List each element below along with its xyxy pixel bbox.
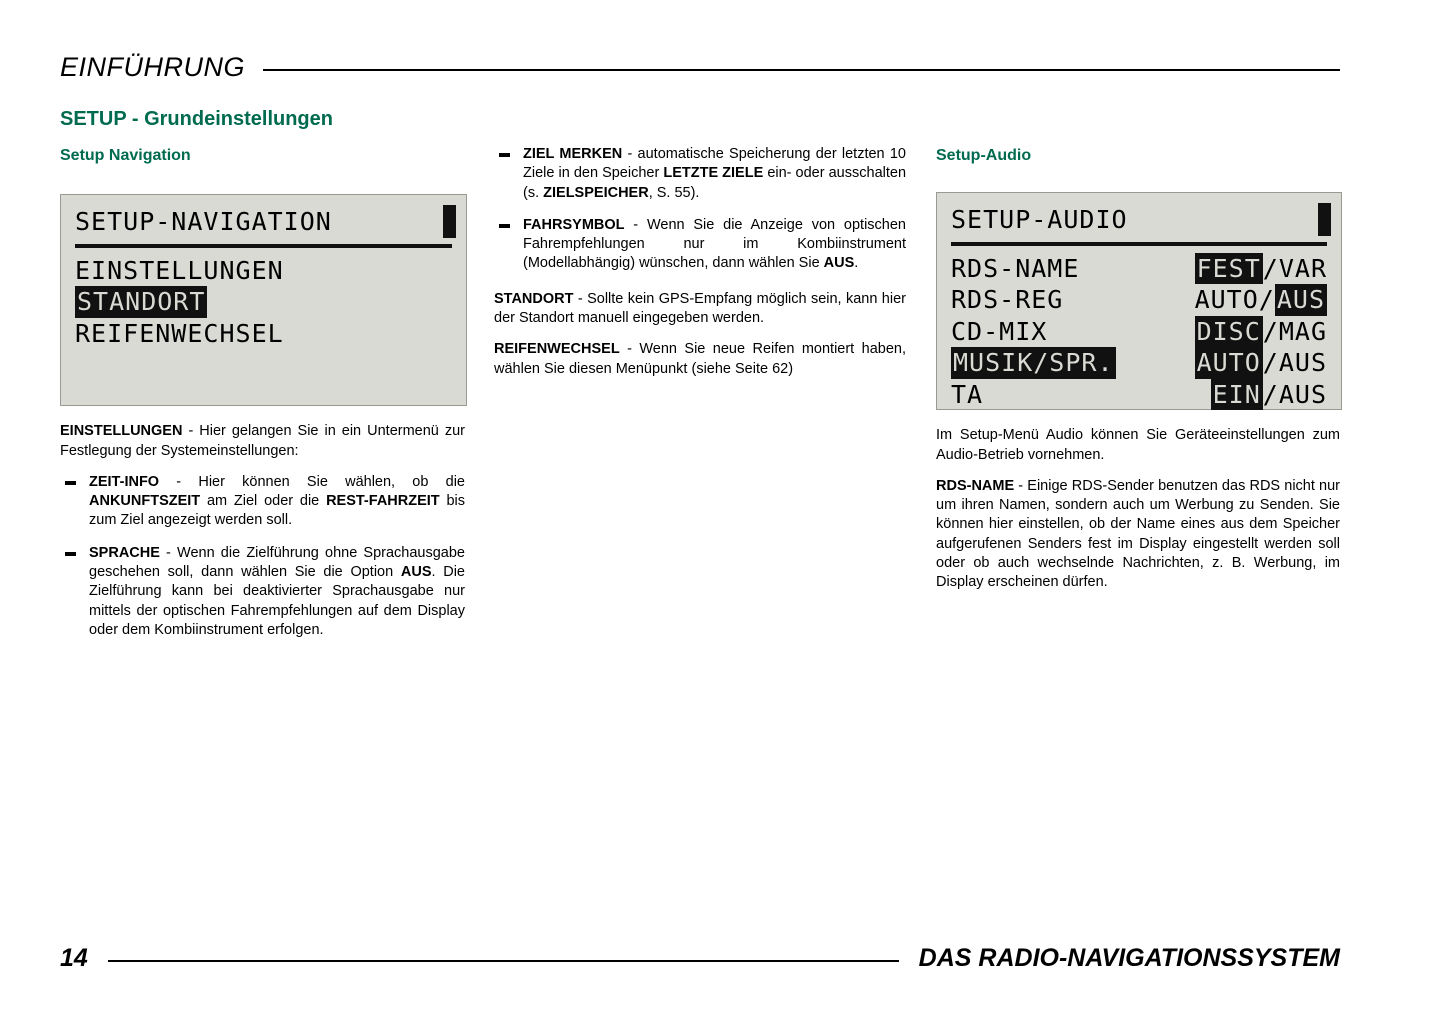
- paragraph-einstellungen: [60, 422, 465, 461]
- display-setting-option-right[interactable]: AUS: [1278, 348, 1327, 378]
- body-text: Im Setup-Menü Audio können Sie Geräteeinstellungen zum Audio-Betrieb vornehmen.: [936, 427, 1340, 463]
- header-rule: [263, 69, 1340, 71]
- body-text: ein- oder ausschalten (s.: [523, 165, 907, 201]
- display-setting-label: CD-MIX: [951, 316, 1048, 346]
- header-title: EINFÜHRUNG: [60, 52, 245, 82]
- body-text: - Hier können Sie wählen, ob die: [159, 473, 465, 490]
- body-text: - Wenn die Zielführung ohne Sprachausgabe geschehen soll, dann wählen Sie die Option: [89, 544, 465, 580]
- column-middle: [494, 145, 906, 391]
- body-text: bis zum Ziel angezeigt werden soll.: [89, 493, 465, 529]
- emphasis-text: LETZTE ZIELE: [663, 165, 764, 182]
- display-setting-option-left[interactable]: FEST: [1196, 253, 1261, 283]
- page-footer: [60, 944, 1340, 973]
- display-setting-separator: /: [1258, 285, 1275, 315]
- display-setting-row[interactable]: [951, 253, 1327, 285]
- display-setting-separator: /: [1262, 348, 1279, 378]
- subtitle-setup-navigation: Setup Navigation: [60, 147, 191, 164]
- display-menu-item[interactable]: [75, 318, 452, 350]
- emphasis-text: REST-FAHRZEIT: [326, 493, 440, 510]
- display-setting-option-right[interactable]: AUS: [1276, 285, 1325, 315]
- display-title-audio: SETUP-AUDIO: [951, 205, 1128, 235]
- display-title-row: [61, 195, 466, 238]
- display-setting-option-left[interactable]: AUTO: [1196, 348, 1261, 378]
- display-setup-audio: [936, 192, 1342, 410]
- body-text: - Einige RDS-Sender benutzen das RDS nicht nur um ihren Namen, sondern auch um Werbung zu Senden. Sie können hier einstellen, ob der Name eines aus dem Speicher aufgerufenen Senders fest im Display eingestellt werden soll oder ob auch wechselnde Nachrichten, z. B. Werbung, im Display erscheinen dürfen.: [936, 477, 1340, 591]
- display-title: SETUP-NAVIGATION: [75, 207, 332, 237]
- display-settings-list: [937, 246, 1341, 411]
- emphasis-text: REIFENWECHSEL: [494, 341, 620, 358]
- emphasis-text: AUS: [400, 563, 432, 580]
- term-einstellungen: EINSTELLUNGEN: [60, 423, 183, 440]
- emphasis-text: ZIEL MERKEN: [523, 146, 623, 162]
- paragraphs-right: [936, 426, 1340, 592]
- body-text: . Die Zielführung kann bei deaktivierter Sprachausgabe nur mittels der optischen Fahrempfehlungen auf dem Display oder dem Kombiinstrument erfolgen.: [89, 563, 465, 638]
- display-setting-separator: /: [1262, 253, 1279, 283]
- emphasis-text: ANKUNFTSZEIT: [89, 493, 201, 510]
- paragraph: [494, 290, 906, 329]
- paragraphs-middle: [494, 290, 906, 379]
- display-scrollbar: [443, 205, 456, 238]
- subtitle-setup-audio: Setup-Audio: [936, 147, 1032, 164]
- display-setting-label: RDS-NAME: [951, 253, 1080, 283]
- display-setting-option-left[interactable]: DISC: [1196, 316, 1261, 346]
- list-einstellungen-options: [60, 473, 465, 640]
- list-item: [60, 473, 465, 531]
- page-number: 14: [60, 944, 88, 972]
- display-setting-row[interactable]: [951, 316, 1327, 348]
- emphasis-text: SPRACHE: [89, 544, 160, 561]
- display-setting-values: [1195, 316, 1327, 348]
- display-setting-label: TA: [951, 379, 984, 409]
- display-menu-item[interactable]: [75, 286, 452, 318]
- paragraph: [494, 340, 906, 379]
- display-setting-separator: /: [1262, 316, 1279, 346]
- emphasis-text: ZEIT-INFO: [89, 473, 160, 490]
- column-right: [936, 145, 1340, 605]
- section-title: SETUP - Grundeinstellungen: [60, 108, 333, 130]
- body-text: , S. 55).: [648, 184, 700, 201]
- display-setting-label: RDS-REG: [951, 285, 1064, 315]
- footer-rule: [108, 960, 899, 962]
- display-menu-item-label: REIFENWECHSEL: [75, 318, 284, 348]
- footer-title: DAS RADIO-NAVIGATIONSSYSTEM: [918, 944, 1340, 972]
- display-setting-option-right[interactable]: AUS: [1278, 379, 1327, 409]
- list-item: [494, 145, 906, 203]
- display-setting-values: [1195, 284, 1327, 316]
- emphasis-text: STANDORT: [494, 290, 574, 307]
- display-setting-values: [1195, 253, 1327, 285]
- list-item: [60, 544, 465, 640]
- emphasis-text: ZIELSPEICHER: [543, 184, 649, 201]
- display-setting-row[interactable]: [951, 379, 1327, 411]
- display-setup-navigation: [60, 194, 467, 406]
- display-menu-item-label: STANDORT: [77, 287, 206, 317]
- display-setting-values: [1195, 347, 1327, 379]
- body-text: - Wenn Sie neue Reifen montiert haben, wählen Sie diesen Menüpunkt (siehe Seite 62): [494, 341, 906, 377]
- list-item: [494, 216, 906, 274]
- emphasis-text: FAHRSYMBOL: [523, 216, 625, 233]
- display-menu-list: [61, 248, 466, 350]
- body-text: - Wenn Sie die Anzeige von optischen Fahrempfehlungen nur im Kombiinstrument (Modellabhängig) wünschen, dann wählen Sie: [523, 216, 906, 272]
- paragraph: [936, 477, 1340, 593]
- display-setting-option-left[interactable]: EIN: [1212, 379, 1261, 409]
- paragraph: [936, 426, 1340, 465]
- column-left: [60, 145, 465, 640]
- display-setting-values: [1211, 379, 1327, 411]
- display-scrollbar-audio: [1318, 203, 1331, 236]
- body-text: .: [854, 255, 859, 272]
- display-setting-option-left[interactable]: AUTO: [1194, 285, 1259, 315]
- body-text: am Ziel oder die: [200, 493, 327, 510]
- display-setting-label: MUSIK/SPR.: [953, 348, 1114, 378]
- emphasis-text: AUS: [823, 255, 855, 272]
- display-title-row-audio: [937, 193, 1341, 236]
- display-menu-item[interactable]: [75, 255, 452, 287]
- body-text: - automatische Speicherung der letzten 10 Ziele in den Speicher: [523, 146, 906, 182]
- display-setting-option-right[interactable]: VAR: [1278, 253, 1327, 283]
- display-setting-option-right[interactable]: MAG: [1278, 316, 1327, 346]
- term-einstellungen-text: - Hier gelangen Sie in ein Untermenü zur Festlegung der Systemeinstellungen:: [60, 423, 465, 459]
- display-setting-row[interactable]: [951, 284, 1327, 316]
- list-navigation-options: [494, 145, 906, 274]
- emphasis-text: RDS-NAME: [936, 477, 1015, 494]
- display-setting-row[interactable]: [951, 347, 1327, 379]
- body-text: - Sollte kein GPS-Empfang möglich sein, kann hier der Standort manuell eingegeben werden.: [494, 290, 906, 326]
- display-menu-item-label: EINSTELLUNGEN: [75, 255, 284, 285]
- display-setting-separator: /: [1262, 379, 1279, 409]
- page-header: [60, 52, 1340, 83]
